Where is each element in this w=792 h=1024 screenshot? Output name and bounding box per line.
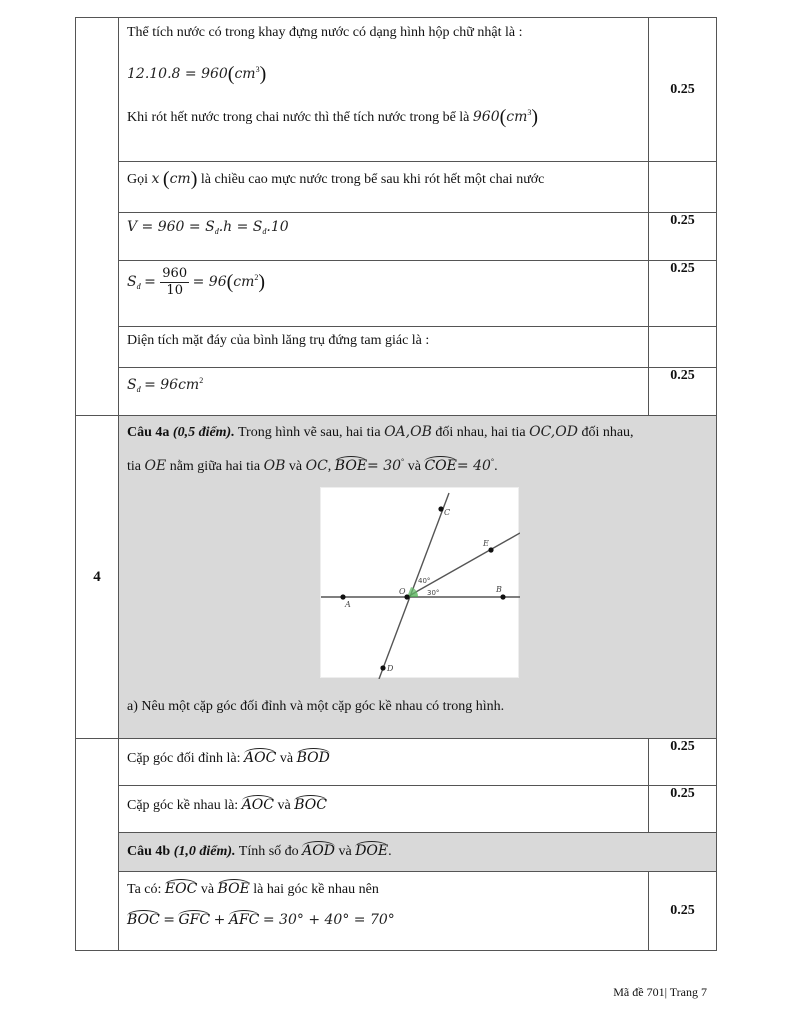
question-number-cell bbox=[76, 18, 119, 416]
point-b bbox=[500, 594, 505, 599]
solution-table bbox=[75, 17, 717, 951]
question-4a-line2: tia OE nằm giữa hai tia OB và OC, BOE= 30° và COE= 40°. bbox=[127, 456, 498, 474]
label-o: O bbox=[399, 587, 406, 596]
score-cell-empty bbox=[649, 327, 717, 368]
score-cell-empty bbox=[649, 162, 717, 213]
score-cell: 0.25 bbox=[649, 368, 717, 416]
point-d bbox=[380, 665, 385, 670]
volume-tray-text: Thể tích nước có trong khay đựng nước có dạng hình hộp chữ nhật là : bbox=[127, 25, 523, 40]
label-angle-40: 40° bbox=[418, 577, 431, 585]
vertical-angles-cell bbox=[119, 739, 649, 786]
score-cell: 0.25 bbox=[649, 18, 717, 162]
angle-sum-line2: BOC = GFC + AFC = 30° + 40° = 70° bbox=[127, 911, 395, 928]
base-area-fraction: $S_đ$ = $\frac{960}{10}$ = $96(cm^2)$ bbox=[127, 266, 266, 299]
angle-diagram bbox=[321, 488, 520, 679]
volume-equation: $V = 960 = S_đ.h = S_đ.10$ bbox=[127, 219, 289, 236]
score-cell: 0.25 bbox=[649, 872, 717, 951]
angle-sum-cell bbox=[119, 872, 649, 951]
label-b: B bbox=[496, 585, 502, 594]
label-d: D bbox=[387, 664, 394, 673]
water-height-text: Gọi x (cm) là chiều cao mực nước trong bể sau khi rót hết một chai nước bbox=[127, 168, 545, 190]
question-4a-prompt: a) Nêu một cặp góc đối đỉnh và một cặp góc kề nhau có trong hình. bbox=[127, 699, 505, 714]
water-height-cell bbox=[119, 162, 649, 213]
volume-equation-cell bbox=[119, 213, 649, 261]
volume-tray-formula: $12.10.8 = 960(cm^3)$ bbox=[127, 62, 267, 85]
angle-sum-line1: Ta có: EOC và BOE là hai góc kề nhau nên bbox=[127, 881, 379, 897]
score-cell: 0.25 bbox=[649, 786, 717, 833]
label-c: C bbox=[444, 508, 451, 517]
page-footer: Mã đề 701| Trang 7 bbox=[613, 985, 707, 999]
score-cell: 0.25 bbox=[649, 213, 717, 261]
point-e bbox=[488, 547, 493, 552]
question-4b-cell bbox=[119, 833, 717, 872]
prism-base-text: Diện tích mặt đáy của bình lăng trụ đứng tam giác là : bbox=[127, 333, 430, 348]
label-e: E bbox=[483, 539, 489, 548]
fraction: $\frac{960}{10}$ bbox=[162, 266, 188, 299]
volume-after-pour-text: Khi rót hết nước trong chai nước thì thể tích nước trong bể là $960(cm^3)$ bbox=[127, 105, 539, 128]
question-4a-line1: Câu 4a (0,5 điểm). Trong hình vẽ sau, hai tia OA,OB đối nhau, hai tia OC,OD đối nhau, bbox=[127, 424, 634, 440]
point-c bbox=[438, 506, 443, 511]
score-cell: 0.25 bbox=[649, 261, 717, 327]
base-area-fraction-cell bbox=[119, 261, 649, 327]
question-number-cell-empty bbox=[76, 739, 119, 951]
score-cell: 0.25 bbox=[649, 739, 717, 786]
question-4a-cell bbox=[119, 416, 717, 739]
adjacent-angles-answer: Cặp góc kề nhau là: AOC và BOC bbox=[127, 797, 327, 813]
angle-figure bbox=[320, 487, 519, 678]
prism-base-cell bbox=[119, 327, 649, 368]
volume-tray-cell bbox=[119, 18, 649, 162]
question-4b-text: Câu 4b (1,0 điểm). Tính số đo AOD và DOE. bbox=[127, 843, 392, 859]
ray-oe bbox=[407, 533, 520, 597]
question-4-number: 4 bbox=[76, 416, 119, 739]
line-cd bbox=[379, 493, 449, 679]
point-a bbox=[340, 594, 345, 599]
base-area-result-cell bbox=[119, 368, 649, 416]
label-angle-30: 30° bbox=[427, 589, 440, 597]
vertical-angles-answer: Cặp góc đối đỉnh là: AOC và BOD bbox=[127, 750, 330, 766]
adjacent-angles-cell bbox=[119, 786, 649, 833]
base-area-result: $S_đ = 96cm^2$ bbox=[127, 376, 204, 394]
label-a: A bbox=[345, 600, 351, 609]
